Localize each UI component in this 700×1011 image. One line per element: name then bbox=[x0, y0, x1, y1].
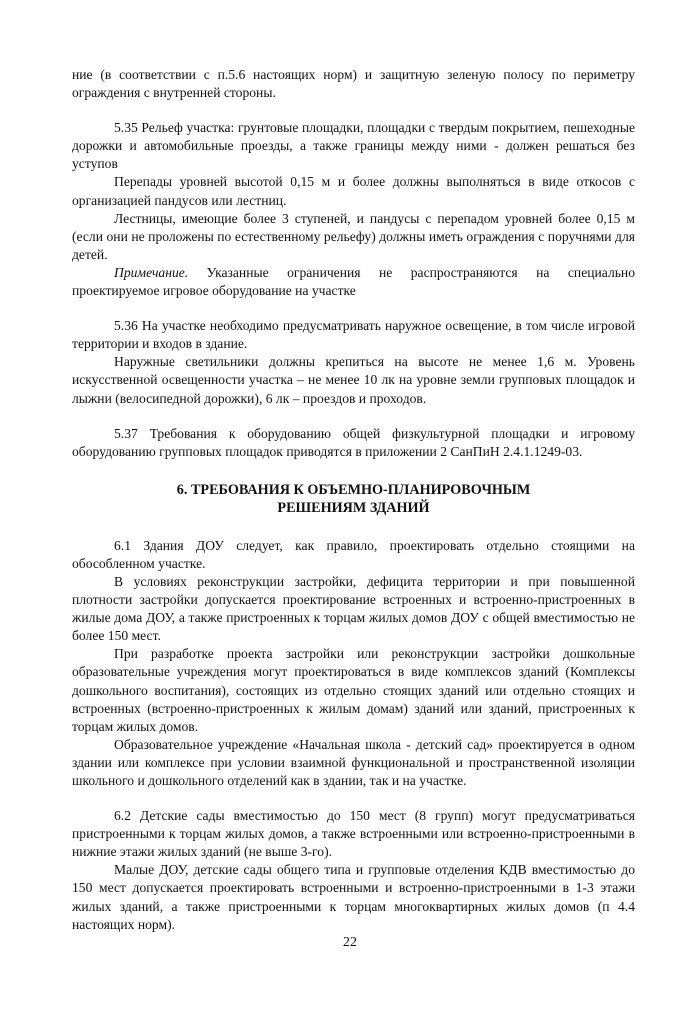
note-text: Указанные ограничения не распространяются на специально проектируемое игровое оборудование на участке bbox=[72, 264, 635, 299]
clause-6-1-complexes: При разработке проекта застройки или реконструкции застройки дошкольные образовательные учреждения могут проектироваться в виде комплексов зданий (Комплексы дошкольного воспитания), состоящих из отдельно стоящих зданий или отдельно стоящих и встроенных (встроенно-пристроенных к жилым домам) зданий или зданий, пристроенных к торцам жилых домов. bbox=[72, 646, 635, 734]
continued-paragraph: ние (в соответствии с п.5.6 настоящих норм) и защитную зеленую полосу по периметру ограждения с внутренней стороны. bbox=[72, 67, 635, 101]
paragraph-gap bbox=[72, 300, 635, 317]
clause-6-1: 6.1 Здания ДОУ следует, как правило, проектировать отдельно стоящими на обособленном участке. bbox=[72, 537, 635, 571]
note-label: Примечание. bbox=[114, 264, 189, 280]
clause-6-2: 6.2 Детские сады вместимостью до 150 мест (8 групп) могут предусматриваться пристроенными к торцам жилых домов, а также встроенными или встроенно-пристроенными в нижние этажи жилых зданий (не выше 3-го). bbox=[72, 808, 635, 860]
paragraph-gap bbox=[72, 517, 635, 537]
clause-6-1-reconstruction: В условиях реконструкции застройки, дефицита территории и при повышенной плотности застройки допускается проектирование встроенных и встроенно-пристроенных в жилые дома ДОУ, а также пристроенных к торцам жилых домов ДОУ с общей вместимостью не более 150 мест. bbox=[72, 573, 635, 644]
clause-5-35-slopes: Перепады уровней высотой 0,15 м и более должны выполняться в виде откосов с организацией пандусов или лестниц. bbox=[72, 174, 635, 208]
clause-6-2-small: Малые ДОУ, детские сады общего типа и групповые отделения КДВ вместимостью до 150 мест допускается проектировать встроенными и встроенно-пристроенными в 1-3 этажи жилых зданий, а также пристроенными к торцам многоквартирных жилых домов (п 4.4 настоящих норм). bbox=[72, 862, 635, 932]
clause-5-36-lights: Наружные светильники должны крепиться на высоте не менее 1,6 м. Уровень искусственной освещенности участка – не менее 10 лк на уровне земли групповых площадок и лыжни (велосипедной дорожки), 6 лк – проездов и проходов. bbox=[72, 354, 635, 406]
paragraph-gap bbox=[72, 408, 635, 425]
clause-5-35-stairs: Лестницы, имеющие более 3 ступеней, и пандусы с перепадом уровней более 0,15 м (если они не проложены по естественному рельефу) должны иметь ограждения с поручнями для детей. bbox=[72, 210, 635, 262]
paragraph-gap bbox=[72, 790, 635, 807]
page-number: 22 bbox=[343, 935, 357, 950]
clause-5-36: 5.36 На участке необходимо предусматривать наружное освещение, в том числе игровой территории и входов в здание. bbox=[72, 318, 635, 352]
clause-5-37: 5.37 Требования к оборудованию общей физкультурной площадки и игровому оборудованию групповых площадок приводятся в приложении 2 СанПиН 2.4.1.1249-03. bbox=[72, 425, 635, 459]
paragraph-gap bbox=[72, 102, 635, 119]
clause-5-35-note bbox=[72, 264, 635, 300]
section-6-heading-line-1: 6. ТРЕБОВАНИЯ К ОБЪЕМНО-ПЛАНИРОВОЧНЫМ bbox=[176, 481, 531, 498]
clause-6-1-school: Образовательное учреждение «Начальная школа - детский сад» проектируется в одном здании или комплексе при условии взаимной функциональной и пространственной изоляции школьного и дошкольного отделений как в здании, так и на участке. bbox=[72, 736, 635, 788]
document-page bbox=[72, 66, 635, 934]
clause-5-35: 5.35 Рельеф участка: грунтовые площадки, площадки с твердым покрытием, пешеходные дорожки и автомобильные проезды, а также границы между ними - должен решаться без уступов bbox=[72, 120, 635, 172]
paragraph-gap bbox=[72, 461, 635, 481]
section-6-heading-line-2: РЕШЕНИЯМ ЗДАНИЙ bbox=[277, 499, 430, 516]
